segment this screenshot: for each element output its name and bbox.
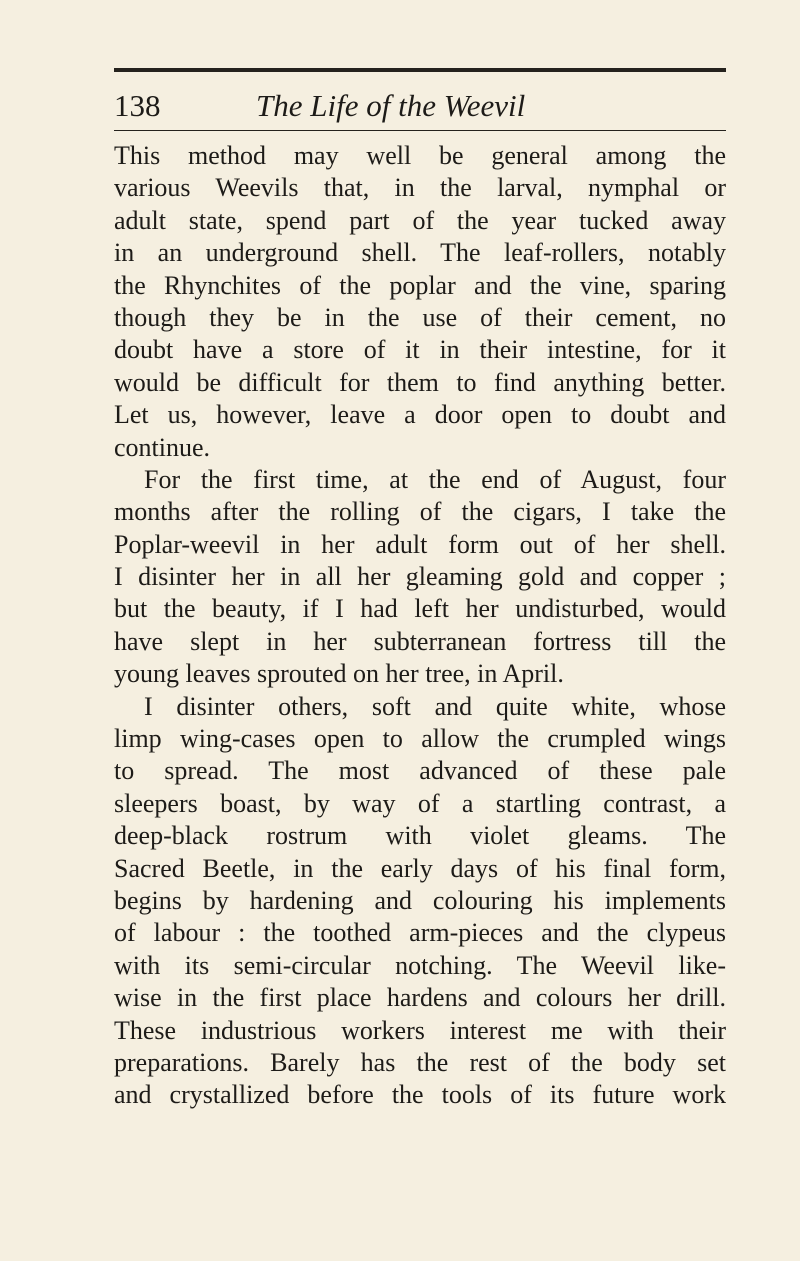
running-title: The Life of the Weevil [256, 88, 526, 123]
text-line: of labour : the toothed arm-pieces and the clypeus [114, 918, 726, 948]
text-line: deep-black rostrum with violet gleams. The [114, 821, 726, 851]
header-rule-bottom [114, 130, 726, 131]
text-line: begins by hardening and colouring his implements [114, 885, 726, 915]
text-line: For the first time, at the end of August, four [144, 464, 726, 494]
text-line: Poplar-weevil in her adult form out of her shell. [114, 529, 726, 559]
text-line: I disinter her in all her gleaming gold and copper ; [114, 562, 726, 592]
text-line: with its semi-circular notching. The Weevil like- [114, 950, 726, 980]
text-line: sleepers boast, by way of a startling contrast, a [114, 788, 726, 818]
text-line: though they be in the use of their cement, no [114, 302, 726, 332]
text-line: would be difficult for them to find anything better. [114, 367, 726, 397]
running-header [114, 84, 726, 128]
text-line: limp wing-cases open to allow the crumpled wings [114, 724, 726, 754]
text-line: Sacred Beetle, in the early days of his final form, [114, 853, 726, 883]
body-text [114, 140, 726, 1112]
text-line: have slept in her subterranean fortress till the [114, 626, 726, 656]
text-line: and crystallized before the tools of its future work [114, 1080, 726, 1110]
text-line: in an underground shell. The leaf-rollers, notably [114, 238, 726, 268]
text-line: I disinter others, soft and quite white, whose [144, 691, 726, 721]
text-line: the Rhynchites of the poplar and the vine, sparing [114, 270, 726, 300]
text-line: preparations. Barely has the rest of the body set [114, 1047, 726, 1077]
text-line: but the beauty, if I had left her undisturbed, would [114, 594, 726, 624]
page-number: 138 [114, 88, 161, 123]
text-line: Let us, however, leave a door open to doubt and [114, 400, 726, 430]
text-line: wise in the first place hardens and colours her drill. [114, 983, 726, 1013]
text-line: This method may well be general among the [114, 141, 726, 170]
text-line: to spread. The most advanced of these pale [114, 756, 726, 786]
text-line: months after the rolling of the cigars, I take the [114, 497, 726, 527]
text-line: doubt have a store of it in their intestine, for it [114, 335, 726, 365]
text-line: continue. [114, 432, 211, 462]
text-line: adult state, spend part of the year tucked away [114, 205, 726, 235]
text-line: various Weevils that, in the larval, nymphal or [114, 173, 726, 203]
text-line: These industrious workers interest me with their [114, 1015, 726, 1045]
header-rule-top [114, 68, 726, 72]
text-line: young leaves sprouted on her tree, in April. [114, 659, 564, 689]
